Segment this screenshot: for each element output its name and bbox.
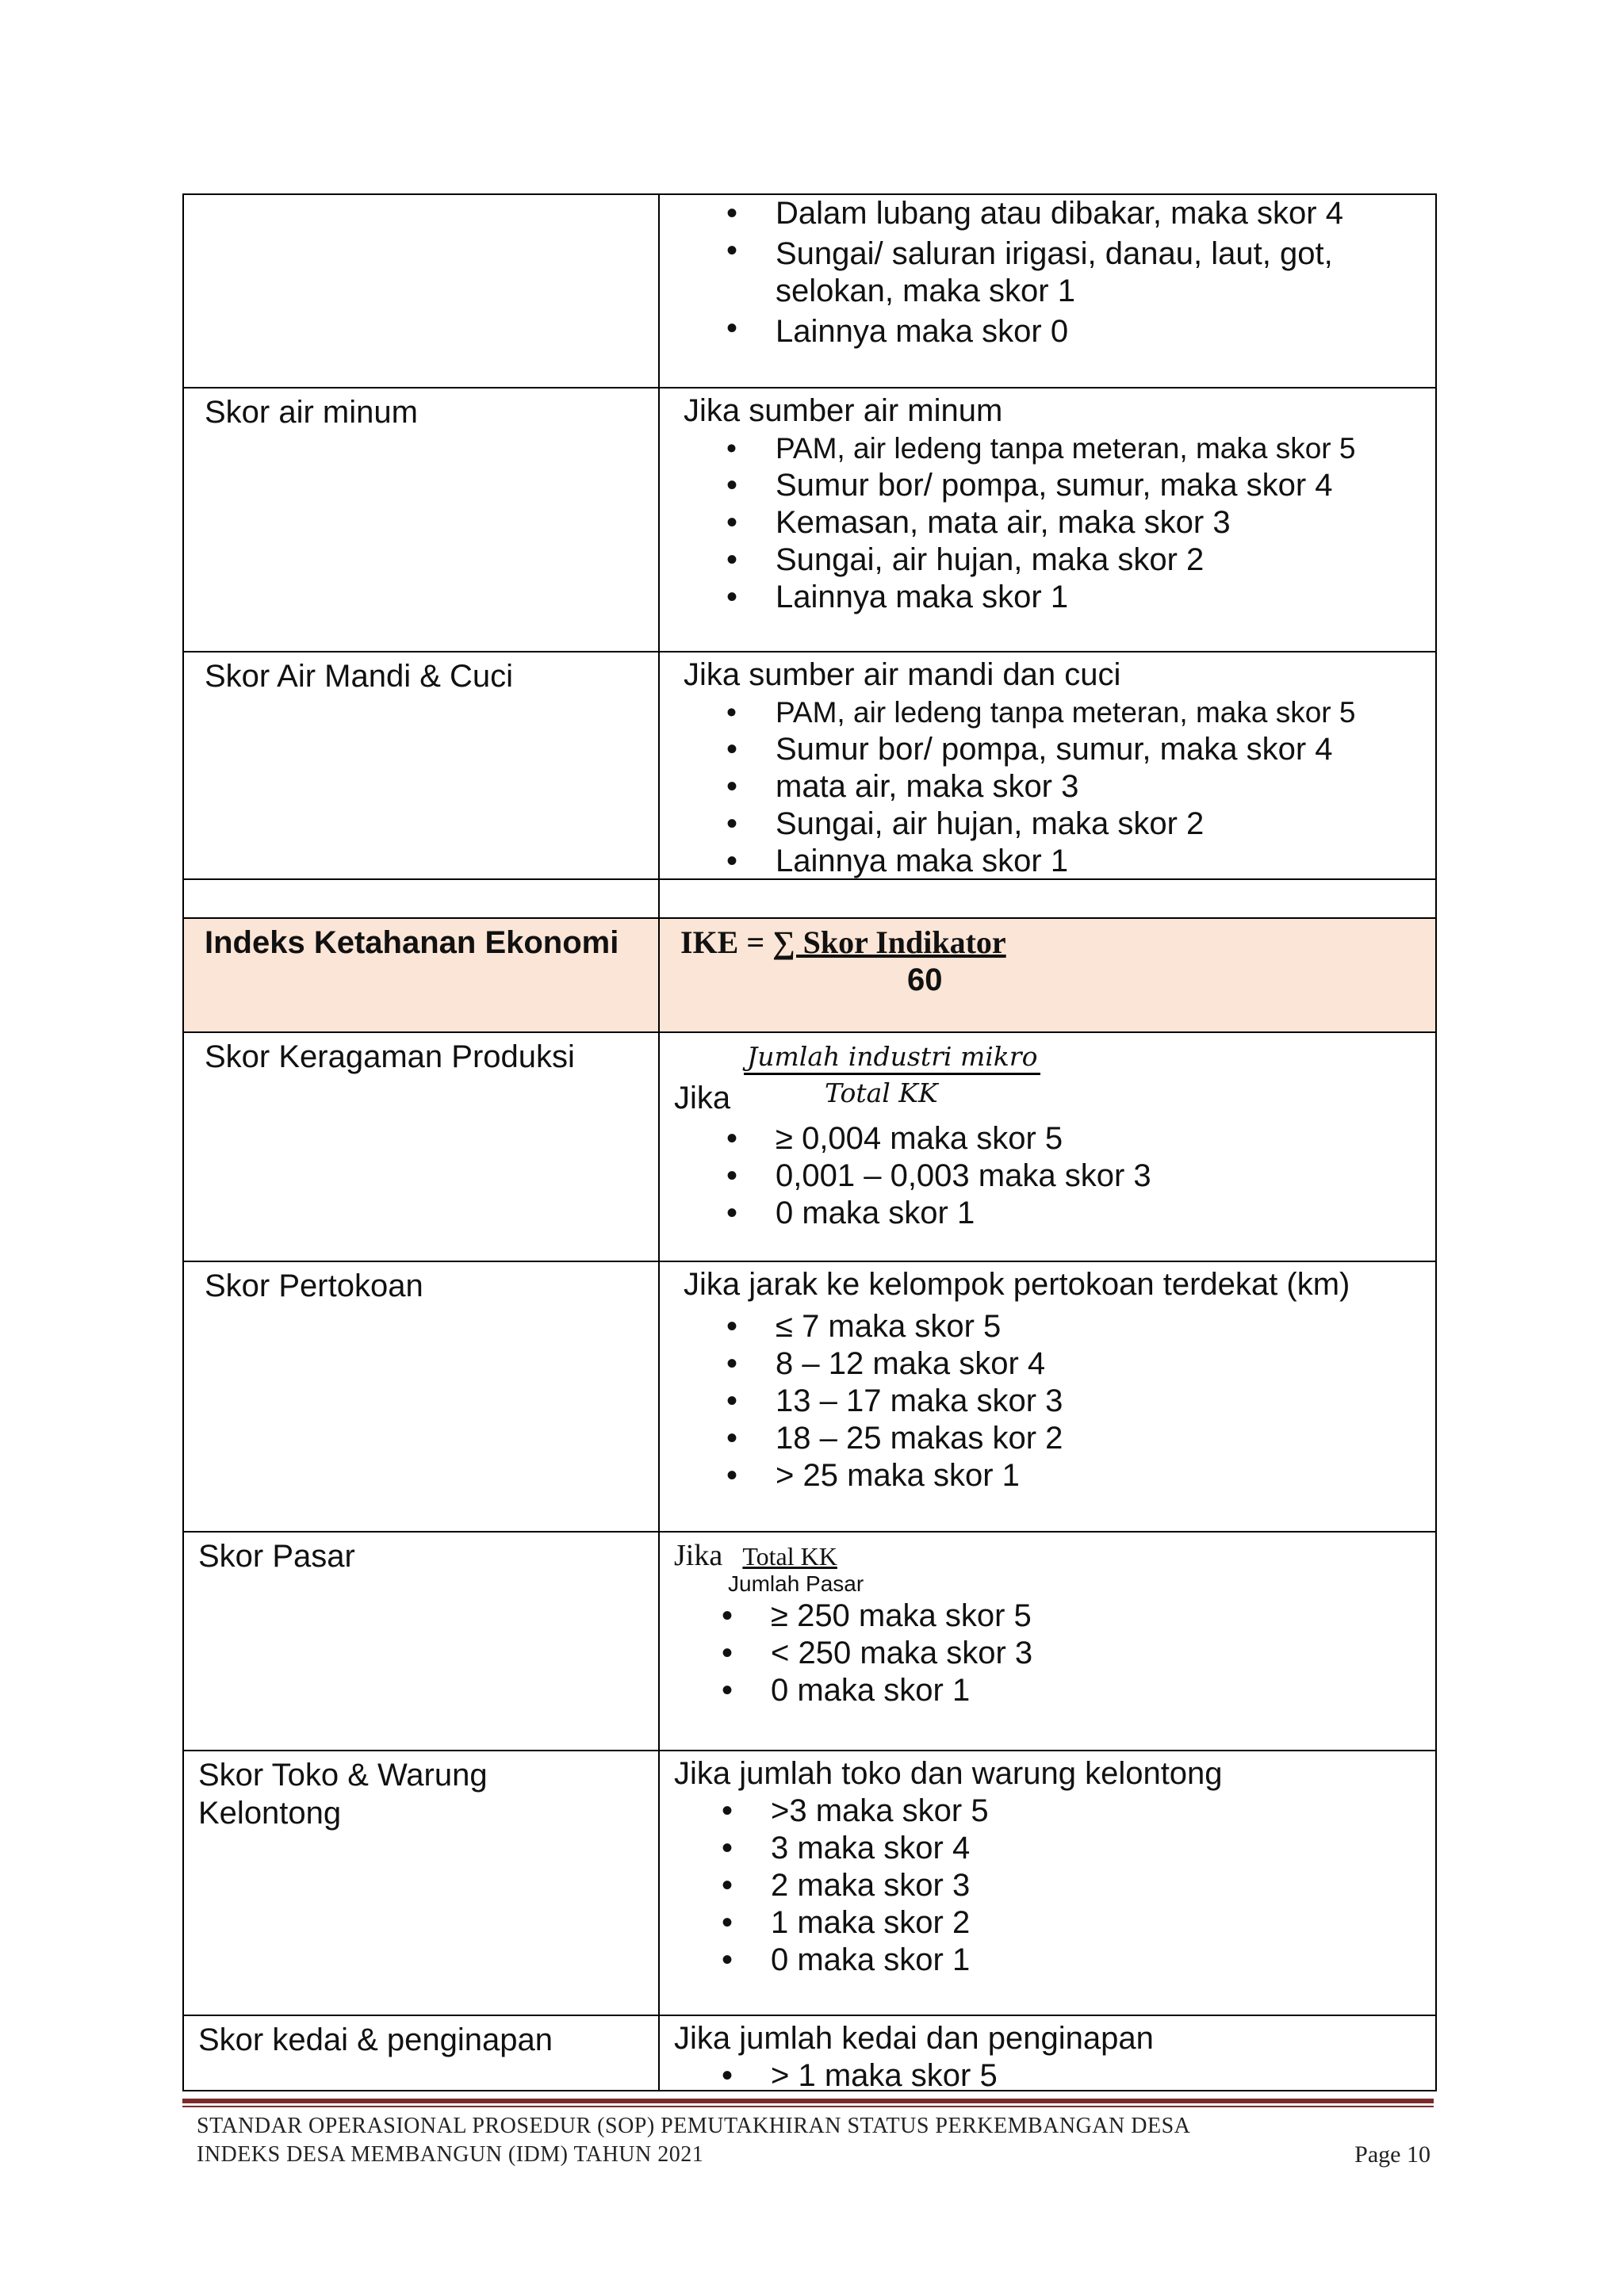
fraction-numerator: Total KK [742,1542,837,1571]
fraction-denominator: Jumlah Pasar [728,1571,864,1596]
criteria-list [680,430,1415,616]
row-label: Skor air minum [184,388,660,651]
row-label [184,195,660,387]
page-footer [197,2112,1431,2169]
list-item: • 13 – 17 maka skor 3 [726,1383,1415,1420]
table-row [182,193,1437,387]
table-row [182,2015,1437,2091]
fraction-denominator: Total KK [825,1077,938,1108]
list-item: • 0,001 – 0,003 maka skor 3 [726,1158,1415,1195]
list-item: • Kemasan, mata air, maka skor 3 [726,504,1415,541]
row-label: Skor Toko & Warung Kelontong [184,1751,660,2015]
list-item: • 2 maka skor 3 [722,1867,1415,1904]
list-item: • Dalam lubang atau dibakar, maka skor 4 [726,195,1415,232]
table-row [182,1531,1437,1750]
list-item: • < 250 maka skor 3 [722,1635,1415,1672]
page-number: Page 10 [1354,2141,1431,2168]
footer-line-1: STANDAR OPERASIONAL PROSEDUR (SOP) PEMUTAKHIRAN STATUS PERKEMBANGAN DESA [197,2114,1191,2138]
list-item: • 8 – 12 maka skor 4 [726,1345,1415,1383]
row-label: Skor kedai & penginapan [184,2016,660,2090]
table-row-header [182,917,1437,1031]
list-item: • ≥ 250 maka skor 5 [722,1598,1415,1635]
list-item: • PAM, air ledeng tanpa meteran, maka skor 5 [726,694,1415,731]
row-criteria [660,388,1435,651]
list-item: • PAM, air ledeng tanpa meteran, maka skor 5 [726,430,1415,467]
row-criteria [660,1262,1435,1531]
list-item: • Lainnya maka skor 0 [726,310,1415,350]
footer-rule [182,2099,1434,2103]
table-row [182,1750,1437,2015]
row-criteria [660,652,1435,878]
list-item: • Lainnya maka skor 1 [726,843,1415,880]
criteria-list [674,2057,1415,2095]
score-table [182,193,1437,2091]
table-row [182,651,1437,878]
criteria-intro: Jika jumlah toko dan warung kelontong [674,1756,1223,1791]
criteria-list [674,1598,1415,1709]
row-label: Skor Keragaman Produksi [184,1033,660,1261]
row-label: Skor Air Mandi & Cuci [184,652,660,878]
list-item: • Lainnya maka skor 1 [726,579,1415,616]
row-criteria [660,2016,1435,2093]
criteria-intro: Jika sumber air mandi dan cuci [684,657,1121,692]
list-item: • > 1 maka skor 5 [722,2057,1415,2095]
row-criteria [660,880,1435,917]
footer-line-2: INDEKS DESA MEMBANGUN (IDM) TAHUN 2021 [197,2142,704,2167]
table-row [182,1261,1437,1531]
row-criteria [660,195,1435,387]
criteria-list [680,195,1415,350]
table-row [182,878,1437,917]
section-title: Indeks Ketahanan Ekonomi [184,919,660,1031]
criteria-list [674,1120,1415,1232]
row-criteria [660,1533,1435,1750]
list-item: • Sumur bor/ pompa, sumur, maka skor 4 [726,467,1415,504]
row-label [184,880,660,917]
row-label: Skor Pertokoan [184,1262,660,1531]
list-item: • mata air, maka skor 3 [726,768,1415,806]
jika-text: Jika [674,1539,723,1572]
table-row [182,1031,1437,1261]
list-item: • Sumur bor/ pompa, sumur, maka skor 4 [726,731,1415,768]
ike-formula [660,919,1435,1031]
list-item: • 18 – 25 makas kor 2 [726,1420,1415,1457]
jika-text: Jika [674,1081,731,1115]
list-item: • 1 maka skor 2 [722,1904,1415,1942]
formula-numerator: ∑ Skor Indikator [772,924,1006,960]
list-item: • >3 maka skor 5 [722,1793,1415,1830]
criteria-list [680,694,1415,880]
list-item: • ≥ 0,004 maka skor 5 [726,1120,1415,1158]
footer-rule-thin [182,2106,1434,2107]
criteria-list [680,1308,1415,1494]
list-item: • > 25 maka skor 1 [726,1457,1415,1494]
fraction-numerator: Jumlah industri mikro [744,1041,1040,1075]
list-item: • Sungai/ saluran irigasi, danau, laut, got, selokan, maka skor 1 [726,232,1415,310]
criteria-list [674,1793,1415,1979]
list-item: • Sungai, air hujan, maka skor 2 [726,541,1415,579]
criteria-intro: Jika jumlah kedai dan penginapan [674,2021,1154,2056]
row-criteria [660,1033,1435,1261]
list-item: • 3 maka skor 4 [722,1830,1415,1867]
list-item: • ≤ 7 maka skor 5 [726,1308,1415,1345]
formula-left: IKE = [680,924,773,960]
table-row [182,387,1437,651]
list-item: • 0 maka skor 1 [726,1195,1415,1232]
row-criteria [660,1751,1435,2015]
list-item: • 0 maka skor 1 [722,1942,1415,1979]
formula-denominator: 60 [907,962,943,997]
criteria-intro: Jika jarak ke kelompok pertokoan terdekat (km) [684,1267,1350,1302]
criteria-intro: Jika sumber air minum [684,393,1003,428]
list-item: • 0 maka skor 1 [722,1672,1415,1709]
row-label: Skor Pasar [184,1533,660,1750]
list-item: • Sungai, air hujan, maka skor 2 [726,806,1415,843]
